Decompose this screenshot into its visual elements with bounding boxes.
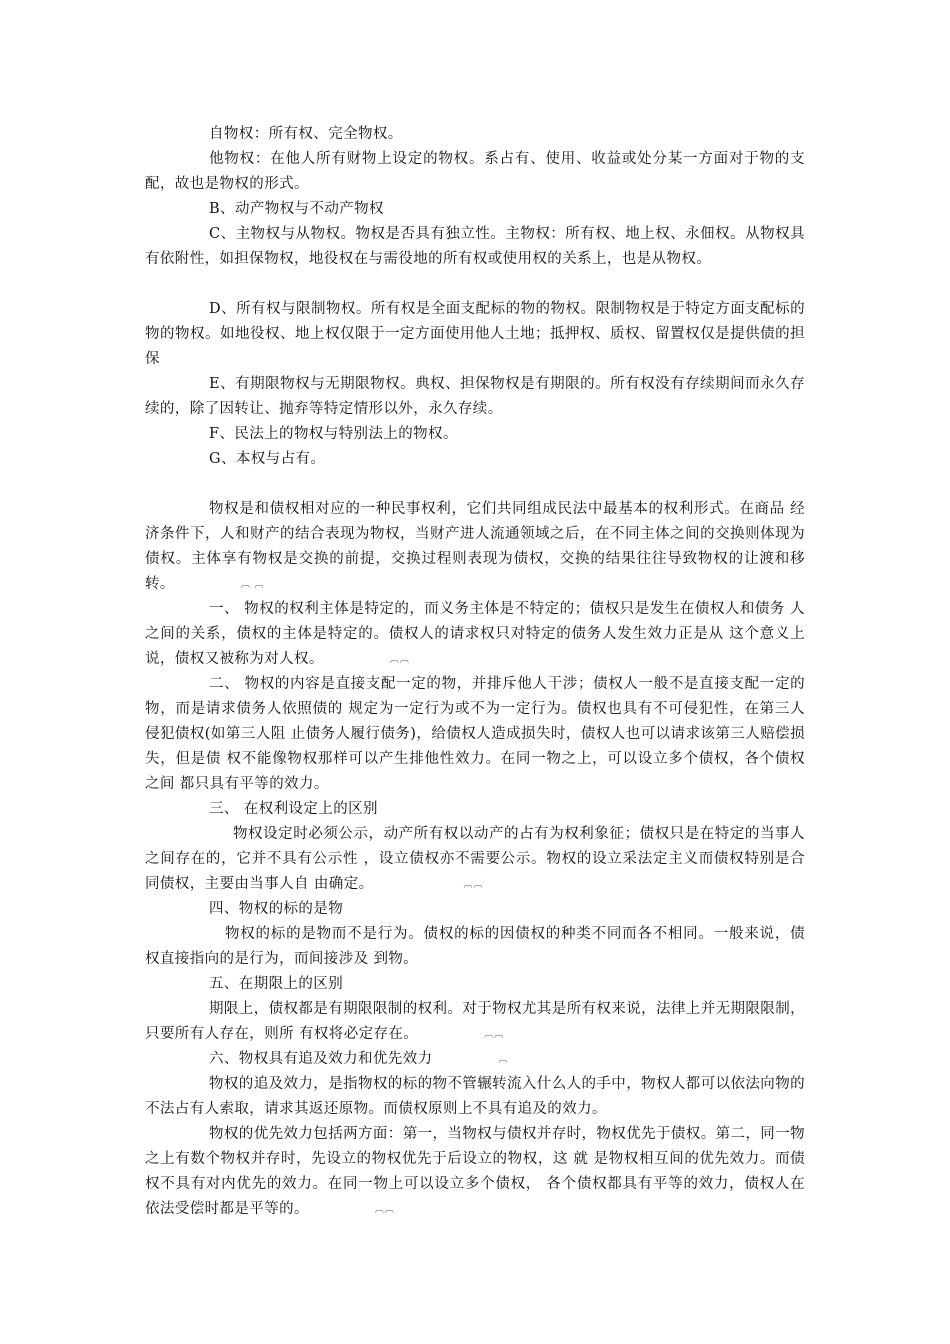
heading-four-object: 四、物权的标的是物	[209, 901, 344, 917]
heading-g-possession: G、本权与占有。	[209, 451, 326, 467]
paragraph-six-pursuit: 物权的追及效力，是指物权的标的物不管辗转流入什么人的手中，物权人都可以依法向物的不法占有人索取，请求其返还原物。而债权原则上不具有追及的效力。	[145, 1076, 805, 1117]
paragraph-one-subject: 一、 物权的权利主体是特定的，而义务主体是不特定的；债权只是发生在债权人和债务 人之间的关系，债权的主体是特定的。债权人的请求权只对特定的债务人发生效力正是从 这个意义上说，债权又被称为对人权。 ︹︹	[145, 597, 805, 673]
paragraph-self-right: 自物权：所有权、完全物权。	[209, 126, 403, 142]
paragraph-six-priority: 物权的优先效力包括两方面：第一，当物权与债权并存时，物权优先于债权。第二，同一物之上有数个物权并存时，先设立的物权优先于后设立的物权，这 就 是物权相互间的优先效力。而债权不具有对内优先的效力。在同一物上可以设立多个债权， 各个债权都具有平等的效力，债权人在依法受偿时都是平等的。 ︹︹	[145, 1122, 805, 1223]
heading-b-movable-immovable: B、动产物权与不动产物权	[209, 201, 384, 217]
footnote-marks: ︹	[498, 1055, 509, 1065]
heading-five-term: 五、在期限上的区别	[209, 976, 344, 992]
heading-six-effect: 六、物权具有追及效力和优先效力 ︹	[145, 1047, 805, 1073]
paragraph-d-ownership-limited: D、所有权与限制物权。所有权是全面支配标的物的物权。限制物权是于特定方面支配标的物的物权。如地役权、地上权仅限于一定方面使用他人土地；抵押权、质权、留置权仅是提供债的担保	[145, 301, 805, 367]
paragraph-two-content: 二、 物权的内容是直接支配一定的物，并排斥他人干涉；债权人一般不是直接支配一定的物，而是请求债务人依照债的 规定为一定行为或不为一定行为。债权也具有不可侵犯性，在第三人侵犯债权(如第三人阻 止债务人履行债务)，给债权人造成损失时，债权人也可以请求该第三人赔偿损失，但是债 权不能像物权那样可以产生排他性效力。在同一物之上，可以设立多个债权，各个债权之间 都只具有平等的效力。	[145, 676, 805, 792]
paragraph-intro-real-vs-creditor: 物权是和债权相对应的一种民事权利，它们共同组成民法中最基本的权利形式。在商品 经济条件下，人和财产的结合表现为物权，当财产进人流通领域之后，在不同主体之间的交换则体现为债权。主体享有物权是交换的前提，交换过程则表现为债权，交换的结果往往导致物权的让渡和移转。 ︹ ︹	[145, 497, 805, 598]
paragraph-other-right: 他物权：在他人所有财物上设定的物权。系占有、使用、收益或处分某一方面对于物的支配，故也是物权的形式。	[145, 151, 805, 192]
paragraph-five-body: 期限上，债权都是有期限限制的权利。对于物权尤其是所有权来说，法律上并无期限限制，只要所有人存在，则所 有权将必定存在。 ︹︹	[145, 997, 805, 1048]
footnote-marks: ︹︹	[374, 1205, 395, 1215]
footnote-marks: ︹ ︹	[240, 580, 265, 590]
heading-three-establishment: 三、 在权利设定上的区别	[209, 801, 378, 817]
footnote-marks: ︹︹	[484, 1030, 505, 1040]
heading-f-civil-special: F、民法上的物权与特别法上的物权。	[209, 426, 458, 442]
paragraph-three-body: 物权设定时必须公示，动产所有权以动产的占有为权利象征；债权只是在特定的当事人之间存在的，它并不具有公示性 ，设立债权亦不需要公示。物权的设立采法定主义而债权特别是合同债权，主要由当事人自 由确定。 ︹︹	[145, 822, 805, 898]
paragraph-e-term: E、有期限物权与无期限物权。典权、担保物权是有期限的。所有权没有存续期间而永久存续的，除了因转让、抛弃等特定情形以外，永久存续。	[145, 376, 805, 417]
paragraph-c-principal-accessory: C、主物权与从物权。物权是否具有独立性。主物权：所有权、地上权、永佃权。从物权具有依附性，如担保物权，地役权在与需役地的所有权或使用权的关系上，也是从物权。	[145, 226, 805, 267]
paragraph-four-body: 物权的标的是物而不是行为。债权的标的因债权的种类不同而各不相同。一般来说，债权直接指向的是行为，而间接涉及 到物。	[145, 926, 805, 967]
footnote-marks: ︹︹	[463, 880, 484, 890]
footnote-marks: ︹︹	[389, 655, 410, 665]
